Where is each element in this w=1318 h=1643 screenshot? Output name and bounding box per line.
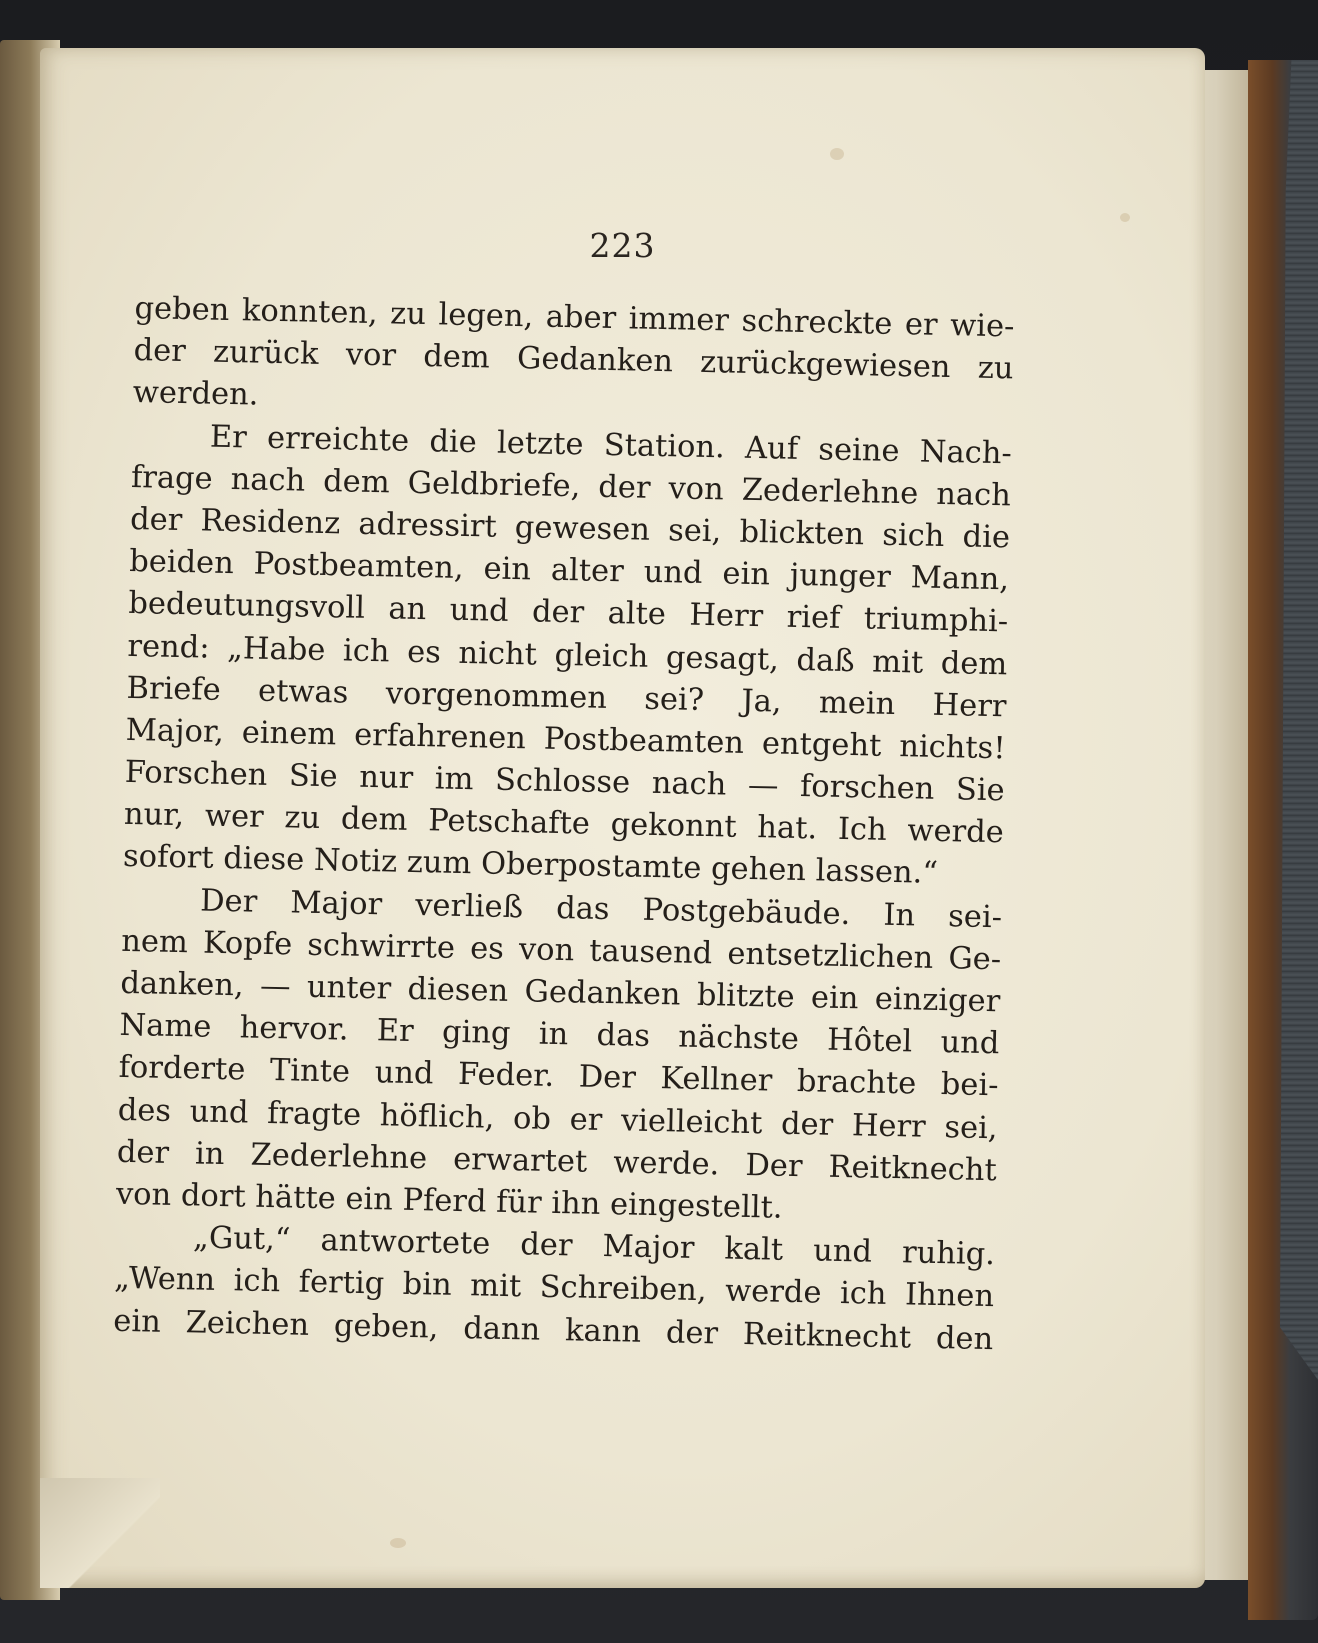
text-line: ein Zeichen geben, dann kann der Reitknecht den xyxy=(112,1303,994,1357)
text-line: „Gut,“ antwortete der Major kalt und ruhig. xyxy=(192,1220,996,1273)
foxing-spot xyxy=(830,148,844,160)
foxing-spot xyxy=(1120,213,1130,222)
text-line: nur, wer zu dem Petschafte gekonnt hat. Ich werde xyxy=(123,797,1005,851)
text-line: von dort hätte ein Pferd für ihn eingestellt. xyxy=(115,1176,783,1226)
text-line: rend: „Habe ich es nicht gleich gesagt, daß mit dem xyxy=(127,628,1008,682)
text-line: geben konnten, zu legen, aber immer schreckte er wie- xyxy=(134,290,1015,345)
text-line: beiden Postbeamten, ein alter und ein junger Mann, xyxy=(128,544,1010,598)
book-page xyxy=(40,48,1205,1588)
text-line: der zurück vor dem Gedanken zurückgewiesen zu xyxy=(133,333,1014,387)
text-line: frage nach dem Geldbriefe, der von Zederlehne nach xyxy=(130,459,1012,514)
body-text xyxy=(113,288,1015,1361)
page-number: 223 xyxy=(589,226,656,265)
text-line: nem Kopfe schwirrte es von tausend entsetzlichen Ge- xyxy=(120,923,1002,978)
book-spine-leather xyxy=(1280,60,1318,1380)
text-line: Forschen Sie nur im Schlosse nach — forschen Sie xyxy=(124,754,1006,809)
text-line: der Residenz adressirt gewesen sei, blickten sich die xyxy=(129,501,1011,556)
text-line: der in Zederlehne erwartet werde. Der Reitknecht xyxy=(116,1134,998,1188)
text-line: sofort diese Notiz zum Oberpostamte gehen lassen.“ xyxy=(122,839,939,892)
text-line: bedeutungsvoll an und der alte Herr rief triumphi- xyxy=(128,586,1009,640)
text-line: forderte Tinte und Feder. Der Kellner brachte bei- xyxy=(118,1050,999,1104)
text-line: Major, einem erfahrenen Postbeamten entgeht nichts! xyxy=(125,712,1006,767)
text-line: danken, — unter diesen Gedanken blitzte ein einziger xyxy=(120,965,1001,1020)
text-line: Name hervor. Er ging in das nächste Hôtel und xyxy=(119,1008,1000,1062)
text-line: Der Major verließ das Postgebäude. In sei- xyxy=(199,883,1003,935)
text-line: „Wenn ich fertig bin mit Schreiben, werde ich Ihnen xyxy=(113,1261,995,1315)
text-line: werden. xyxy=(132,375,259,413)
text-line: des und fragte höflich, ob er vielleicht der Herr sei, xyxy=(117,1092,998,1146)
text-line: Briefe etwas vorgenommen sei? Ja, mein Herr xyxy=(126,670,1007,725)
text-line: Er erreichte die letzte Station. Auf seine Nach- xyxy=(209,419,1013,471)
foxing-spot xyxy=(390,1538,406,1548)
